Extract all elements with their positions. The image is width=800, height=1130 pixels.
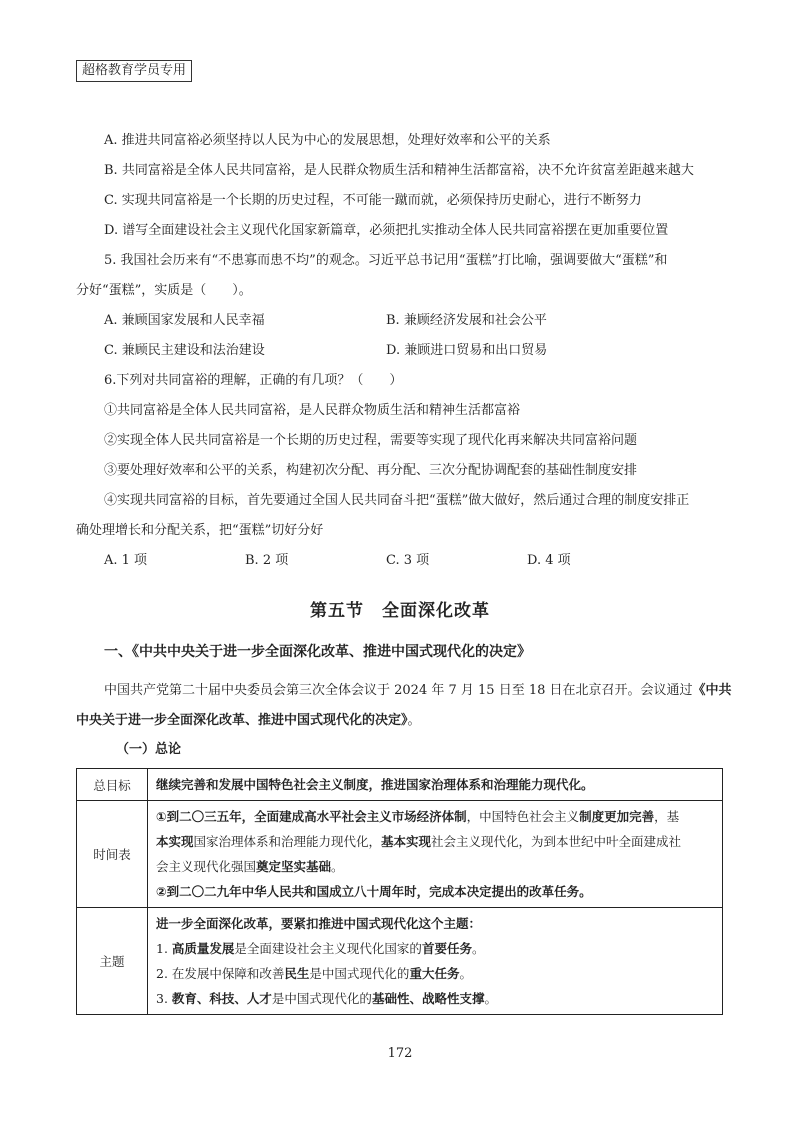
- timeline-line-2: [156, 829, 714, 854]
- intro-line-1: [76, 676, 732, 706]
- timeline-a2: ，中国特色社会主义: [466, 809, 580, 824]
- q5-options-row1: [104, 306, 724, 336]
- q6-item-3: ③要处理好效率和公平的关系，构建初次分配、再分配、三次分配协调配套的基础性制度安排: [104, 463, 638, 478]
- q6-item-1: ①共同富裕是全体人民共同富裕，是人民群众物质生活和精神生活都富裕: [104, 403, 521, 418]
- q6-option-d: D. 4 项: [527, 553, 571, 568]
- theme-item-1: [156, 936, 714, 961]
- theme-t1b: 高质量发展: [171, 941, 235, 956]
- timeline-a1: ①到二〇三五年，全面建成高水平社会主义市场经济体制: [156, 809, 467, 824]
- question-block: [76, 126, 724, 576]
- theme-intro: 进一步全面深化改革，要紧扣推进中国式现代化这个主题：: [156, 916, 482, 931]
- q6-options: [104, 546, 724, 576]
- q5-option-c: C. 兼顾民主建设和法治建设: [104, 343, 265, 358]
- theme-t2e: 。: [459, 966, 472, 981]
- theme-label: 主题: [77, 908, 148, 1015]
- header-tag: 超格教育学员专用: [76, 60, 192, 82]
- goal-label: 总目标: [77, 769, 148, 801]
- q4-option-c: C. 实现共同富裕是一个长期的历史过程，不可能一蹴而就，必须保持历史耐心，进行不断努力: [104, 193, 642, 208]
- theme-t3b: 教育、科技、人才: [171, 991, 272, 1006]
- intro-part2: 《中共: [692, 683, 732, 698]
- table-row-theme: [77, 908, 723, 1015]
- theme-item-3: [156, 986, 714, 1011]
- timeline-c3: 。: [331, 859, 344, 874]
- theme-item-2: [156, 961, 714, 986]
- theme-t2d: 重大任务: [409, 966, 460, 981]
- timeline-b1: 本实现: [156, 834, 194, 849]
- timeline-line-3: [156, 854, 714, 879]
- q5-stem: 5. 我国社会历来有“不患寡而患不均”的观念。习近平总书记用“蛋糕”打比喻，强调要做大“蛋糕”和: [104, 253, 668, 268]
- q6-item-2: ②实现全体人民共同富裕是一个长期的历史过程，需要等实现了现代化再来解决共同富裕问题: [104, 433, 638, 448]
- q5-option-d: D. 兼顾进口贸易和出口贸易: [386, 343, 548, 358]
- theme-t1a: 1.: [156, 941, 172, 956]
- timeline-b2: 国家治理体系和治理能力现代化，: [193, 834, 382, 849]
- intro-part4: 。: [407, 713, 421, 728]
- q6-item-4-cont: 确处理增长和分配关系，把“蛋糕”切好分好: [76, 523, 324, 538]
- theme-t1d: 首要任务: [421, 941, 472, 956]
- timeline-a3: 制度更加完善: [579, 809, 655, 824]
- theme-t2b: 民生: [284, 966, 310, 981]
- goal-text: 继续完善和发展中国特色社会主义制度，推进国家治理体系和治理能力现代化。: [148, 769, 723, 801]
- intro-paragraph: [76, 676, 732, 736]
- subsection-title: （一）总论: [116, 742, 182, 757]
- timeline-c1: 会主义现代化强国: [156, 859, 257, 874]
- page-number: 172: [387, 1046, 413, 1061]
- theme-t3a: 3.: [156, 991, 172, 1006]
- theme-t1c: 是全面建设社会主义现代化国家的: [234, 941, 422, 956]
- q6-item-4: ④实现共同富裕的目标，首先要通过全国人民共同奋斗把“蛋糕”做大做好，然后通过合理的制度安排正: [104, 493, 690, 508]
- q4-option-b: B. 共同富裕是全体人民共同富裕，是人民群众物质生活和精神生活都富裕，决不允许贫富差距越来越大: [104, 163, 694, 178]
- theme-t2c: 是中国式现代化的: [309, 966, 410, 981]
- theme-t1e: 。: [471, 941, 485, 956]
- timeline-a4: ，基: [654, 809, 680, 824]
- theme-t3e: 。: [484, 991, 497, 1006]
- intro-part1: 中国共产党第二十届中央委员会第三次全体会议于 2024 年 7 月 15 日至 18 日在北京召开。会议通过: [104, 683, 693, 698]
- timeline-b4: 社会主义现代化，为到本世纪中叶全面建成社: [431, 834, 682, 849]
- table-row-goal: [77, 769, 723, 801]
- intro-part3: 中央关于进一步全面深化改革、推进中国式现代化的决定》: [76, 713, 408, 728]
- theme-cell: [148, 908, 723, 1015]
- timeline-cell: [148, 801, 723, 908]
- q5-option-a: A. 兼顾国家发展和人民幸福: [104, 313, 265, 328]
- timeline-b3: 基本实现: [381, 834, 432, 849]
- q6-option-a: A. 1 项: [104, 553, 148, 568]
- q6-option-b: B. 2 项: [245, 553, 289, 568]
- theme-t2a: 2. 在发展中保障和改善: [156, 966, 285, 981]
- section-title: 第五节 全面深化改革: [310, 601, 490, 621]
- q5-stem-cont: 分好“蛋糕”，实质是（ ）。: [76, 283, 252, 298]
- theme-t3c: 是中国式现代化的: [271, 991, 372, 1006]
- q4-option-d: D. 谱写全面建设社会主义现代化国家新篇章，必须把扎实推动全体人民共同富裕摆在更加重要位置: [104, 223, 669, 238]
- q5-options-row2: [104, 336, 724, 366]
- timeline-label: 时间表: [77, 801, 148, 908]
- timeline-line-4: ②到二〇二九年中华人民共和国成立八十周年时，完成本决定提出的改革任务。: [156, 884, 592, 899]
- q5-option-b: B. 兼顾经济发展和社会公平: [386, 313, 547, 328]
- q6-option-c: C. 3 项: [386, 553, 430, 568]
- intro-line-2: [76, 706, 726, 736]
- q6-stem: 6.下列对共同富裕的理解，正确的有几项？（ ）: [104, 373, 403, 388]
- timeline-line-1: [156, 804, 714, 829]
- theme-t3d: 基础性、战略性支撑: [371, 991, 485, 1006]
- summary-table: [76, 768, 723, 1015]
- sub-title: 一、《中共中央关于进一步全面深化改革、推进中国式现代化的决定》: [104, 644, 531, 660]
- timeline-c2: 奠定坚实基础: [256, 859, 332, 874]
- table-row-timeline: [77, 801, 723, 908]
- q4-option-a: A. 推进共同富裕必须坚持以人民为中心的发展思想，处理好效率和公平的关系: [104, 133, 551, 148]
